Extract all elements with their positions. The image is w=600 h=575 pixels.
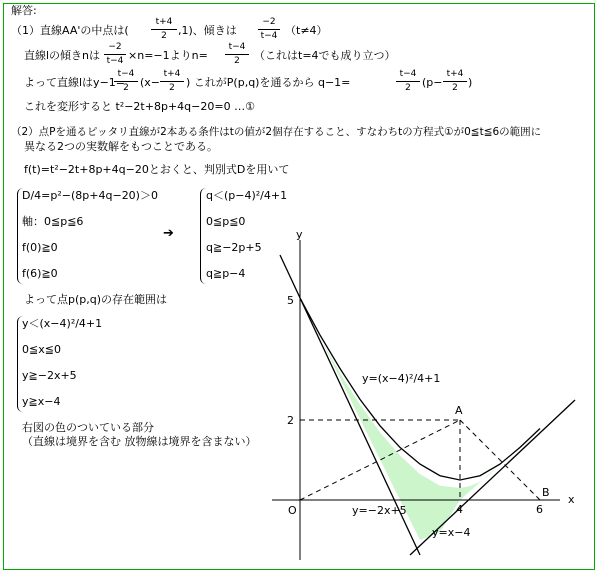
p1-line3-b: (x− xyxy=(140,76,161,89)
label-y: y xyxy=(296,228,303,241)
p2-intro-2: 異なる2つの実数解をもつことである。 xyxy=(24,140,218,153)
cond-final-4: y≧x−4 xyxy=(22,395,61,408)
cond-final-1: y＜(x−4)²/4+1 xyxy=(22,317,103,330)
cond-right-4: q≧p−4 xyxy=(206,267,246,280)
p1-line3-e: ) xyxy=(468,76,473,89)
cond-right-2: 0≦p≦0 xyxy=(206,215,246,228)
p1-f3-den: 2 xyxy=(405,83,411,93)
line2-label: y=x−4 xyxy=(432,526,471,539)
label-origin: O xyxy=(288,504,297,517)
p2-ft-line: f(t)=t²−2t+8p+4q−20とおくと、判別式Dを用いて xyxy=(24,163,290,176)
p1-line3-a: よって直線lはy−1= xyxy=(24,76,125,89)
label-B: B xyxy=(542,486,550,499)
cond-left-3: f(0)≧0 xyxy=(22,241,58,254)
p1-line3-d: (p− xyxy=(422,76,443,89)
cond-final-3: y≧−2x+5 xyxy=(22,369,77,382)
p1-slope-den: t−4 xyxy=(260,31,278,41)
line1-label: y=−2x+5 xyxy=(352,504,407,517)
cond-right-1: q＜(p−4)²/4+1 xyxy=(206,189,288,202)
p1-line4: これを変形すると t²−2t+8p+4q−20=0 …① xyxy=(24,100,255,113)
note-2: （直線は境界を含む 放物線は境界を含まない） xyxy=(22,435,257,448)
tick-5: 5 xyxy=(287,294,294,307)
p1-line2-den: t−4 xyxy=(106,56,124,66)
p1-f1-num: t−4 xyxy=(117,69,135,79)
p1-f3-num: t−4 xyxy=(399,69,417,79)
arrow-right-icon: ➔ xyxy=(163,226,174,241)
p1-line2-a: 直線lの傾きnは xyxy=(24,49,101,62)
p1-f2-den: 2 xyxy=(169,83,175,93)
p1-line3-c: ) これがP(p,q)を通るから q−1= xyxy=(186,76,351,89)
p1-midx-den: 2 xyxy=(161,31,167,41)
cond-right-3: q≧−2p+5 xyxy=(206,241,262,254)
p1-line2-num: −2 xyxy=(108,42,122,52)
p1-line1-b: ,1)、傾きは xyxy=(178,24,237,37)
p1-line2-b: ×n=−1よりn= xyxy=(128,49,208,62)
tick-6: 6 xyxy=(536,503,543,516)
p1-f4-num: t+4 xyxy=(446,69,464,79)
cond-left-4: f(6)≧0 xyxy=(22,267,58,280)
parabola-label: y=(x−4)²/4+1 xyxy=(362,372,441,385)
label-x: x xyxy=(568,493,575,506)
parabola-curve xyxy=(300,298,540,480)
range-line: よって点p(p,q)の存在範囲は xyxy=(24,293,168,306)
p1-midx-num: t+4 xyxy=(155,17,173,27)
p1-line1-c: （t≠4） xyxy=(285,24,328,37)
p1-line2-n-den: 2 xyxy=(234,56,240,66)
p1-f2-num: t+4 xyxy=(163,69,181,79)
p1-line2-n-num: t−4 xyxy=(228,42,246,52)
p1-line2-c: （これはt=4でも成り立つ） xyxy=(254,49,396,62)
cond-final-2: 0≦x≦0 xyxy=(22,343,61,356)
cond-left-1: D/4=p²−(8p+4q−20)＞0 xyxy=(22,189,158,202)
cond-left-2: 軸：0≦p≦6 xyxy=(22,215,84,228)
p1-f4-den: 2 xyxy=(452,83,458,93)
label-A: A xyxy=(455,404,463,417)
p1-line1-a: （1）直線AA'の中点は( xyxy=(11,24,129,37)
p2-intro-1: （2）点Pを通るピッタリ直線が2本ある条件はtの値が2個存在すること、すなわちtの方程式①が0≦t≦6の範囲に xyxy=(11,126,542,138)
answer-heading: 解答: xyxy=(11,4,37,17)
p1-slope-num: −2 xyxy=(262,17,276,27)
p1-f1-den: 2 xyxy=(123,83,129,93)
note-1: 右図の色のついている部分 xyxy=(22,421,154,434)
tick-2: 2 xyxy=(287,414,294,427)
tick-4: 4 xyxy=(456,503,463,516)
